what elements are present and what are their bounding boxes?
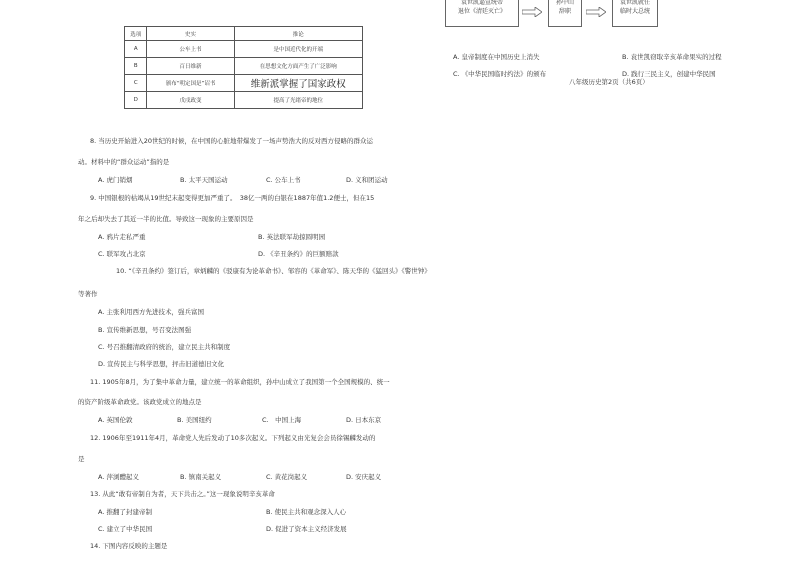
table-cell-option: C [125, 75, 147, 92]
option-c: C. 《中华民国临时约法》的颁布 [453, 70, 547, 78]
option-a: A. 主张利用西方先进技术，强兵富国 [98, 308, 204, 316]
flow-box-text: 孙中山 [555, 0, 574, 6]
question-9-stem: 年之后却失去了其近一半的比值。导致这一现象的主要原因是 [78, 215, 254, 223]
option-b: B. 袁世凯窃取辛亥革命果实的过程 [622, 53, 722, 61]
page-footer: 八年级历史第2页（共6页） [569, 78, 649, 86]
question-11-stem: 的资产阶级革命政党。该政党成立的地点是 [78, 398, 202, 406]
table-row [125, 92, 363, 109]
flow-box-text: 袁世凯逼宣统帝 [460, 0, 503, 6]
question-8-stem: 8. 当历史开始进入20世纪的时候，在中国的心脏地带爆发了一场声势浩大的反对西方侵略的群众运 [90, 137, 374, 145]
table-cell-inference: 维新派掌握了国家政权 [234, 75, 362, 92]
option-c: C. 号召推翻清政府的统治，建立民主共和制度 [98, 343, 231, 351]
options-table [124, 26, 363, 109]
option-a: A. 英国伦敦 [98, 416, 133, 424]
question-12-stem: 12. 1906年至1911年4月，革命党人先后发动了10多次起义。下列起义由光复会会员徐锡麟发动的 [90, 434, 376, 442]
question-10-stem: 10. “《辛丑条约》签订后，章炳麟的《驳康有为论革命书》、邹容的《革命军》、陈天华的《猛回头》《警世钟》 [116, 267, 431, 275]
option-c: C. 中国上海 [262, 416, 302, 424]
arrow-right-icon [586, 7, 606, 17]
table-cell-inference: 是中国近代化的开端 [234, 41, 362, 58]
option-a: A. 虎门销烟 [98, 176, 133, 184]
flow-box-text: 退位《清廷灭亡》 [457, 8, 506, 15]
table-row [125, 41, 363, 58]
option-c: C. 黄花岗起义 [266, 473, 308, 481]
option-b: B. 美国纽约 [177, 416, 212, 424]
table-cell-option: B [125, 58, 147, 75]
option-a: A. 萍浏醴起义 [98, 473, 139, 481]
option-a: A. 皇帝制度在中国历史上消失 [453, 53, 540, 61]
table-header: 史实 [147, 27, 234, 41]
option-a: A. 鸦片走私严重 [98, 233, 146, 241]
table-cell-fact: 公车上书 [147, 41, 234, 58]
option-a: A. 推翻了封建帝制 [98, 508, 152, 516]
table-cell-option: D [125, 92, 147, 109]
table-cell-option: A [125, 41, 147, 58]
arrow-right-icon [522, 7, 542, 17]
table-row [125, 58, 363, 75]
question-11-stem: 11. 1905年8月，为了集中革命力量，建立统一的革命组织，孙中山成立了我国第一个全国规模的、统一 [90, 378, 390, 386]
flow-box-inauguration [612, 0, 658, 27]
option-b: B. 宣传维新思想，号召变法图强 [98, 326, 192, 334]
option-d: D. 践行三民主义，创建中华民国 [622, 70, 716, 78]
table-header: 推论 [234, 27, 362, 41]
table-cell-fact: 颁布“明定国是”诏书 [147, 75, 234, 92]
table-header-row [125, 27, 363, 41]
option-d: D. 促进了资本主义经济发展 [266, 525, 347, 533]
question-13-stem: 13. 从此“敢有帝制自为者，天下共击之。”这一现象说明辛亥革命 [90, 490, 275, 498]
option-d: D. 《辛丑条约》的巨额赔款 [258, 250, 339, 258]
flow-box-resignation [548, 0, 582, 27]
table-header: 选项 [125, 27, 147, 41]
table-row [125, 75, 363, 92]
flow-box-text: 辞职 [558, 8, 571, 15]
option-b: B. 英法联军劫掠圆明园 [258, 233, 326, 241]
option-b: B. 太平天国运动 [180, 176, 228, 184]
option-c: C. 建立了中华民国 [98, 525, 153, 533]
question-14-stem: 14. 下图内容反映的主题是 [90, 542, 168, 550]
option-d: D. 宣传民主与科学思想，抨击旧道德旧文化 [98, 360, 225, 368]
table-cell-inference: 提高了光绪帝的地位 [234, 92, 362, 109]
table-cell-fact: 戊戌政变 [147, 92, 234, 109]
option-b: B. 使民主共和观念深入人心 [266, 508, 347, 516]
option-c: C. 联军攻占北京 [98, 250, 146, 258]
flow-box-abdication [445, 0, 519, 27]
question-9-stem: 9. 中国银根的枯竭从19世纪末起变得更加严重了。 38亿一两的白银在1887年值1.2便士，但在15 [90, 194, 375, 202]
option-d: D. 日本东京 [346, 416, 382, 424]
option-b: B. 镇南关起义 [180, 473, 222, 481]
option-c: C. 公车上书 [266, 176, 301, 184]
question-8-stem: 动。材料中的“群众运动”指的是 [78, 158, 170, 166]
table-cell-fact: 百日维新 [147, 58, 234, 75]
option-d: D. 安庆起义 [346, 473, 382, 481]
table-cell-inference: 在思想文化方面产生了广泛影响 [234, 58, 362, 75]
question-12-stem: 是 [78, 455, 85, 463]
flow-box-text: 临时大总统 [619, 8, 650, 15]
question-10-stem: 等著作 [78, 290, 98, 298]
option-d: D. 义和团运动 [346, 176, 388, 184]
flow-box-text: 袁世凯就任 [619, 0, 650, 6]
